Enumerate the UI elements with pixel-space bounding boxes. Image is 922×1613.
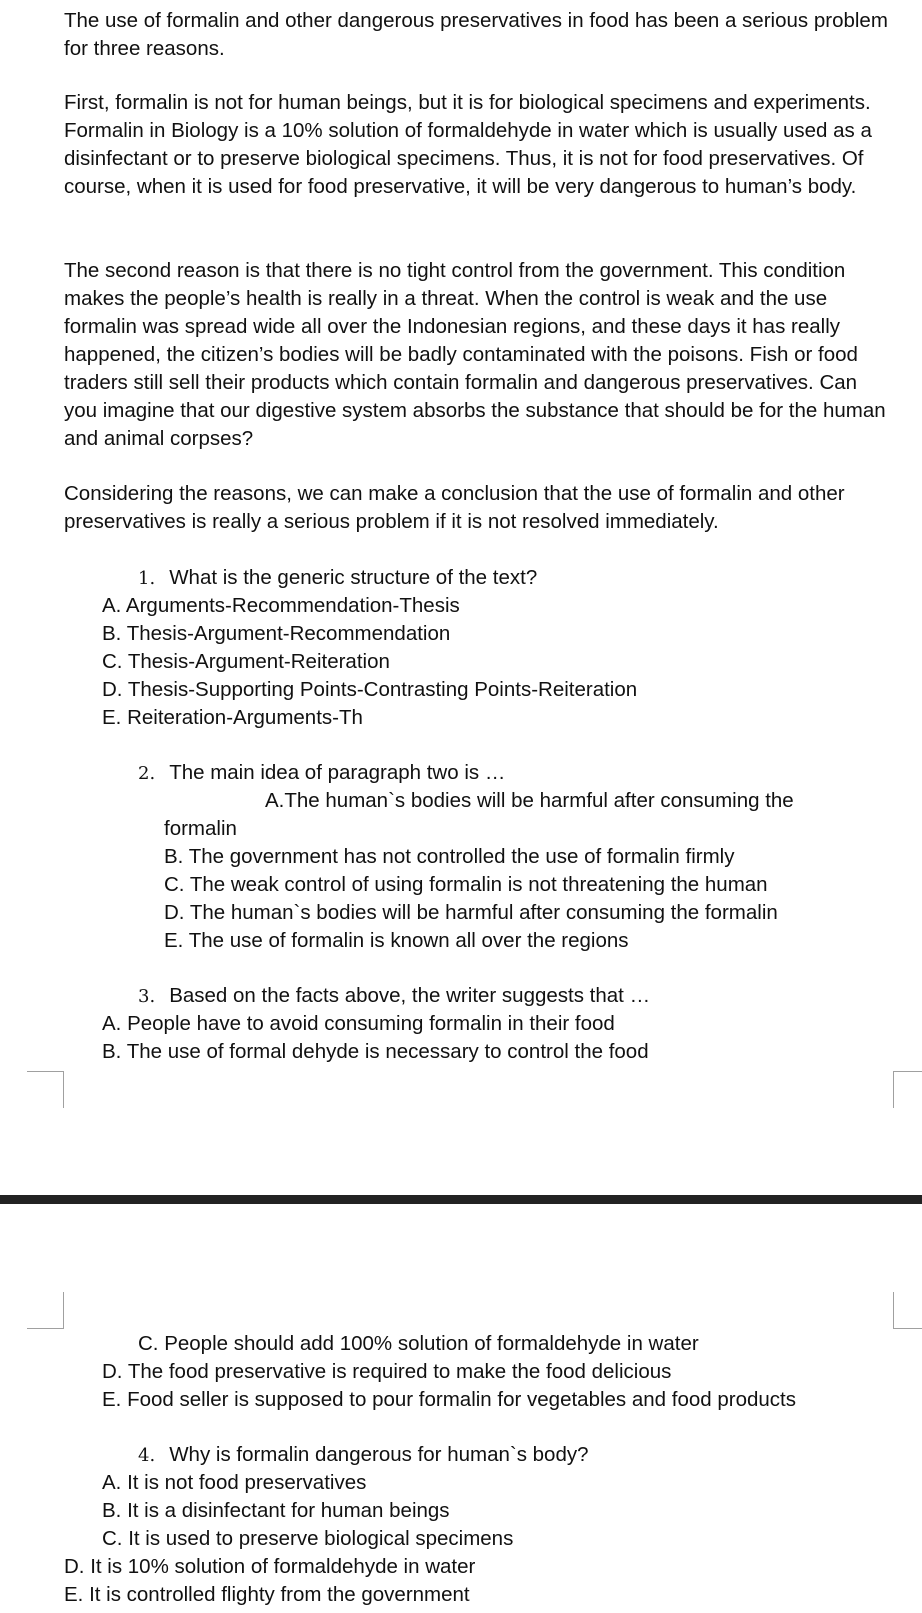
answer-option: E. It is controlled flighty from the government <box>64 1583 470 1606</box>
question-text: The main idea of paragraph two is … <box>169 761 506 784</box>
answer-option: B. The government has not controlled the use of formalin firmly <box>164 845 735 868</box>
answer-option: D. It is 10% solution of formaldehyde in water <box>64 1555 476 1578</box>
answer-option: A. People have to avoid consuming formalin in their food <box>102 1012 615 1035</box>
answer-option: C. The weak control of using formalin is not threatening the human <box>164 873 768 896</box>
answer-option: D. Thesis-Supporting Points-Contrasting Points-Reiteration <box>102 678 638 701</box>
answer-option: A.The human`s bodies will be harmful after consuming the <box>265 789 794 812</box>
question-number: 4. <box>138 1445 156 1466</box>
question-text: What is the generic structure of the text? <box>169 566 538 589</box>
page-break-divider <box>0 1195 922 1204</box>
question-text: Based on the facts above, the writer suggests that … <box>169 984 651 1007</box>
question-text: Why is formalin dangerous for human`s body? <box>169 1443 589 1466</box>
question-4 <box>138 1441 589 1470</box>
answer-option: E. The use of formalin is known all over the regions <box>164 929 629 952</box>
question-2 <box>138 759 505 788</box>
answer-option: E. Reiteration-Arguments-Th <box>102 706 363 729</box>
paragraph-intro: The use of formalin and other dangerous preservatives in food has been a serious problem for three reasons. <box>64 9 888 60</box>
answer-option: A. It is not food preservatives <box>102 1471 367 1494</box>
paragraph-conclusion: Considering the reasons, we can make a conclusion that the use of formalin and other preservatives is really a serious problem if it is not resolved immediately. <box>64 482 845 533</box>
page-corner-mark <box>893 1071 922 1108</box>
answer-option: B. The use of formal dehyde is necessary to control the food <box>102 1040 649 1063</box>
page-corner-mark <box>27 1071 64 1108</box>
paragraph-second-reason: The second reason is that there is no tight control from the government. This condition makes the people’s health is really in a threat. When the control is weak and the use formalin was spread wide all over the Indonesian regions, and these days it has really happened, the citizen’s bodies will be badly contaminated with the poisons. Fish or food traders still sell their products which contain formalin and dangerous preservatives. Can you imagine that our digestive system absorbs the substance that should be for the human and animal corpses? <box>64 259 886 450</box>
answer-option-continuation: formalin <box>164 817 237 840</box>
page-corner-mark <box>893 1292 922 1329</box>
question-number: 2. <box>138 763 156 784</box>
answer-option: C. It is used to preserve biological specimens <box>102 1527 514 1550</box>
answer-option: B. Thesis-Argument-Recommendation <box>102 622 451 645</box>
answer-option: B. It is a disinfectant for human beings <box>102 1499 450 1522</box>
question-number: 1. <box>138 568 156 589</box>
answer-option: C. Thesis-Argument-Reiteration <box>102 650 390 673</box>
answer-option: D. The food preservative is required to make the food delicious <box>102 1360 672 1383</box>
answer-option: D. The human`s bodies will be harmful after consuming the formalin <box>164 901 778 924</box>
paragraph-first-reason: First, formalin is not for human beings, but it is for biological specimens and experiments. Formalin in Biology is a 10% solution of formaldehyde in water which is usually used as a disinfectant or to preserve biological specimens. Thus, it is not for food preservatives. Of course, when it is used for food preservative, it will be very dangerous to human’s body. <box>64 91 872 198</box>
question-1 <box>138 564 537 593</box>
page-corner-mark <box>27 1292 64 1329</box>
answer-option: A. Arguments-Recommendation-Thesis <box>102 594 460 617</box>
answer-option: C. People should add 100% solution of formaldehyde in water <box>138 1332 699 1355</box>
question-number: 3. <box>138 986 156 1007</box>
answer-option: E. Food seller is supposed to pour formalin for vegetables and food products <box>102 1388 796 1411</box>
question-3 <box>138 982 650 1011</box>
